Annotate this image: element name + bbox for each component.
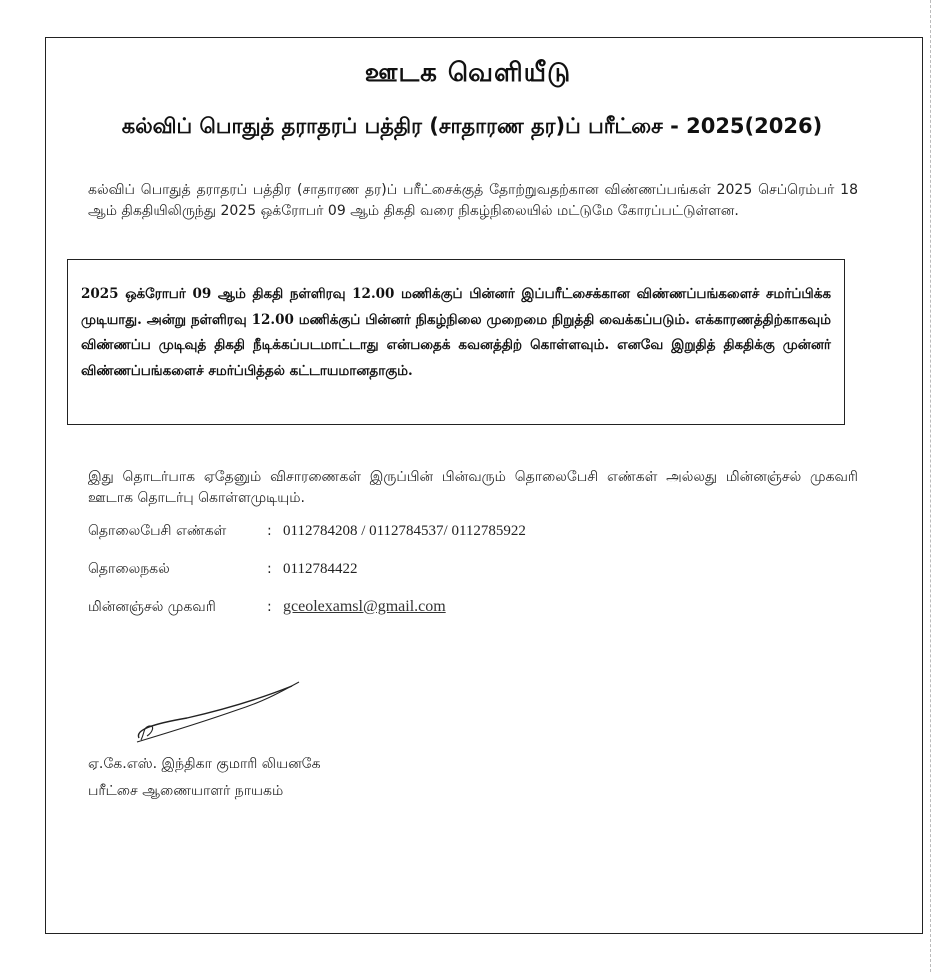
fax-number: 0112784422: [283, 561, 358, 577]
page-title: ஊடக வெளியீடு: [364, 58, 572, 88]
phone-separator: :: [267, 523, 272, 539]
intro-paragraph: கல்விப் பொதுத் தராதரப் பத்திர (சாதாரண தர)ப் பரீட்சைக்குத் தோற்றுவதற்கான விண்ணப்பங்கள் 2025 செப்ரெம்பர் 18 ஆம் திகதியிலிருந்து 2025 ஒக்ரோபர் 09 ஆம் திகதி வரை நிகழ்நிலையில் மட்டுமே கோரப்பட்டுள்ளன.: [88, 182, 858, 219]
signatory-title: பரீட்சை ஆணையாளர் நாயகம்: [88, 783, 284, 799]
fax-label: தொலைநகல்: [88, 561, 170, 577]
signatory-name: ஏ.கே.எஸ். இந்திகா குமாரி லியனகே: [88, 756, 321, 772]
deadline-notice-text: 2025 ஒக்ரோபர் 09 ஆம் திகதி நள்ளிரவு 12.00 மணிக்குப் பின்னர் இப்பரீட்சைக்கான விண்ணப்பங்களைச் சமர்ப்பிக்க முடியாது. அன்று நள்ளிரவு 12.00 மணிக்குப் பின்னர் நிகழ்நிலை முறைமை நிறுத்தி வைக்கப்படும். எக்காரணத்திற்காகவும் விண்ணப்ப முடிவுத் திகதி நீடிக்கப்படமாட்டாது என்பதைக் கவனத்திற் கொள்ளவும். எனவே இறுதித் திகதிக்கு முன்னர் விண்ணப்பங்களைச் சமர்ப்பித்தல் கட்டாயமானதாகும்.: [81, 286, 831, 379]
deadline-notice-box: [67, 259, 845, 425]
exam-subtitle: கல்விப் பொதுத் தராதரப் பத்திர (சாதாரண தர)ப் பரீட்சை - 2025(2026): [121, 114, 823, 138]
phone-numbers: 0112784208 / 0112784537/ 0112785922: [283, 523, 526, 539]
email-link[interactable]: gceolexamsl@gmail.com: [283, 598, 446, 615]
phone-label: தொலைபேசி எண்கள்: [88, 523, 227, 539]
handwritten-signature: [127, 680, 307, 750]
fax-separator: :: [267, 561, 272, 577]
contact-paragraph: இது தொடர்பாக ஏதேனும் விசாரணைகள் இருப்பின் பின்வரும் தொலைபேசி எண்கள் அல்லது மின்னஞ்சல் முகவரி ஊடாக தொடர்பு கொள்ளமுடியும்.: [88, 469, 858, 506]
email-separator: :: [267, 599, 272, 615]
email-label: மின்னஞ்சல் முகவரி: [88, 599, 216, 615]
fax-row: [88, 561, 357, 579]
phone-row: [88, 523, 526, 541]
email-row: [88, 598, 446, 617]
page-edge-rule: [930, 0, 931, 972]
